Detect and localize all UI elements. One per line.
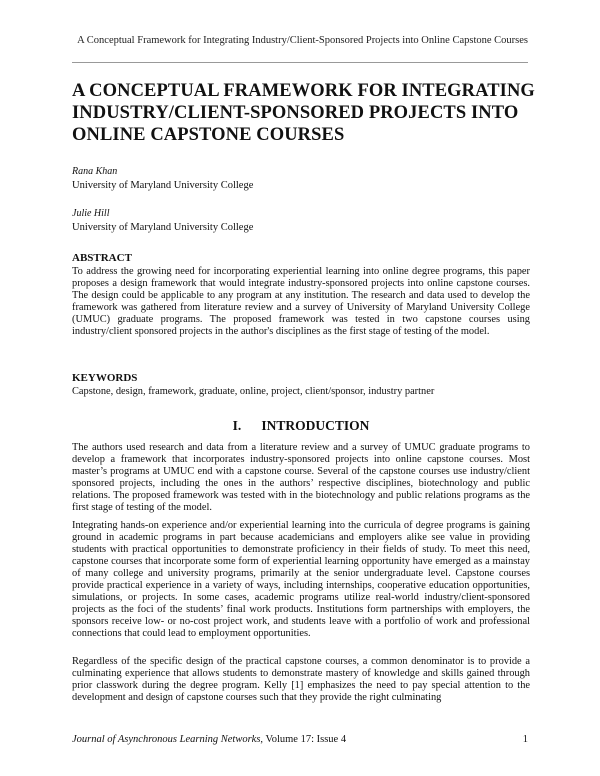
intro-paragraph-1: The authors used research and data from a literature review and a survey of UMUC graduate programs to develop a framework that incorporates industry-sponsored projects into online capstone courses. Most master’s programs at UMUC end with a capstone course. Several of the capstone courses use industry/client sponsored projects, including the ones in the authors’ respective disciplines, biotechnology and public relations. The proposed framework was tested with in the biotechnology and public relations programs as the first stage of testing of the model. (72, 442, 530, 513)
author-affiliation: University of Maryland University College (72, 180, 254, 191)
intro-paragraph-3: Regardless of the specific design of the practical capstone courses, a common denominator is to provide a culminating experience that allows students to demonstrate mastery of knowledge and skills gained through prior classwork during the degree program. Kelly [1] emphasizes the need to pay special attention to the development and design of capstone courses such that they provide the right culminating (72, 656, 530, 703)
journal-volume: , Volume 17: Issue 4 (260, 734, 347, 745)
paper-title: A CONCEPTUAL FRAMEWORK FOR INTEGRATING INDUSTRY/CLIENT-SPONSORED PROJECTS INTO ONLINE CAPSTONE COURSES (72, 81, 535, 145)
author-name: Rana Khan (72, 166, 118, 177)
page-footer (72, 734, 528, 745)
abstract-text: To address the growing need for incorporating experiential learning into online degree programs, this paper proposes a design framework that would integrate industry-sponsored projects into online capstone courses. The design could be applicable to any program at any institution. The research and data used to develop the framework was gathered from literature review and a survey of University of Maryland University College (UMUC) graduate programs. The proposed framework was tested in two capstone courses using industry/client sponsored projects in the author's disciplines as the first stage of testing of the model. (72, 266, 530, 337)
author-block-2 (72, 208, 253, 233)
introduction-heading (72, 418, 530, 434)
footer-citation (72, 734, 346, 745)
journal-name: Journal of Asynchronous Learning Networks (72, 734, 261, 745)
author-block-1 (72, 166, 253, 191)
page-number: 1 (522, 734, 528, 745)
section-title: INTRODUCTION (261, 418, 370, 433)
abstract-heading: ABSTRACT (72, 252, 132, 264)
keywords-heading: KEYWORDS (72, 372, 138, 384)
author-affiliation: University of Maryland University College (72, 222, 254, 233)
intro-paragraph-2: Integrating hands-on experience and/or experiential learning into the curricula of degree programs is gaining ground in academic programs in part because academicians and employers alike see value in providing students with practical opportunities to demonstrate proficiency in their fields of study. To meet this need, capstone courses that incorporate some form of experiential learning opportunity have emerged as a mainstay of many college and university programs, primarily at the senior undergraduate level. Capstone courses provide practical experience in a variety of ways, including internships, cooperative education opportunities, simulations, or projects. In some cases, academic programs utilize real-world industry/client-sponsored projects as the foci of the students’ final work products. Institutions form partnerships with employers, the sponsors receive low- or no-cost project work, and students leave with a portfolio of work and professional connections that could lead to employment opportunities. (72, 520, 530, 639)
author-name: Julie Hill (72, 208, 110, 219)
section-number: I. (232, 418, 242, 433)
header-rule (72, 62, 528, 63)
running-header: A Conceptual Framework for Integrating Industry/Client-Sponsored Projects into Online Capstone Courses (77, 35, 528, 46)
keywords-text: Capstone, design, framework, graduate, online, project, client/sponsor, industry partner (72, 386, 435, 397)
